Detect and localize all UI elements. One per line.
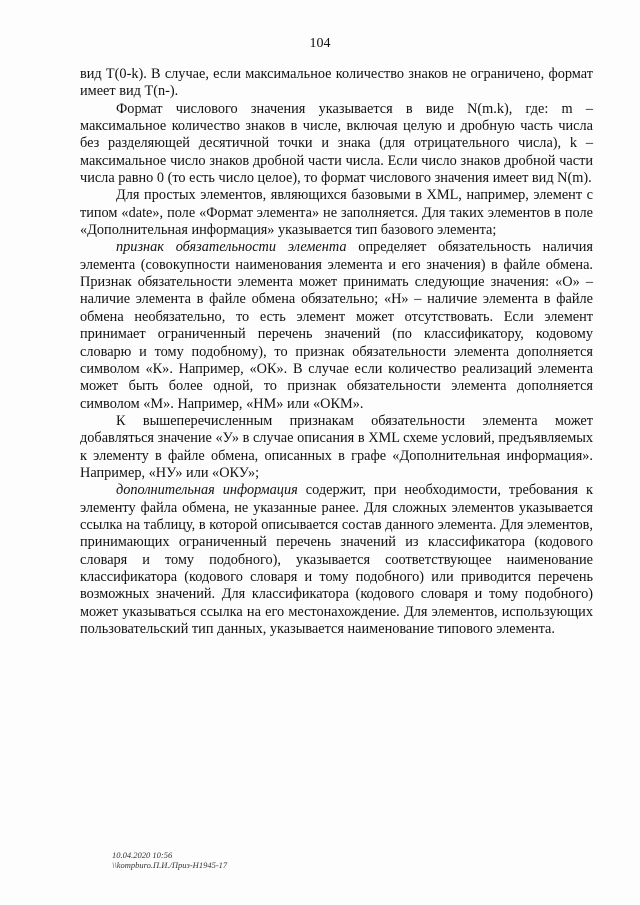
- paragraph-mandatory-flag-text: определяет обязательность наличия элемента (совокупности наименования элемента и его значения) в файле обмена. Признак обязательности элемента может принимать следующие значения: «О» – наличие элемента в файле обмена обязательно; «Н» – наличие элемента в файле обмена необязательно, то есть элемент может отсутствовать. Если элемент принимает ограниченный перечень значений (по классификатору, кодовому словарю и тому подобному), то признак обязательности элемента дополняется символом «К». Например, «ОК». В случае если количество реализаций элемента может быть более одной, то признак обязательности элемента дополняется символом «М». Например, «НМ» или «ОКМ».: [80, 239, 593, 412]
- paragraph-additional-info: [80, 482, 593, 638]
- paragraph-additional-info-text: содержит, при необходимости, требования к элементу файла обмена, не указанные ранее. Для сложных элементов указывается ссылка на таблицу, в которой описывается состав данного элемента. Для элементов, принимающих ограниченный перечень значений из классификатора (кодового словаря и тому подобного), указывается соответствующее наименование классификатора (кодового словаря и тому подобного) или приводится перечень возможных значений. Для классификатора (кодового словаря и тому подобного) может указываться ссылка на его местонахождение. Для элементов, использующих пользовательский тип данных, указывается наименование типового элемента.: [80, 482, 593, 637]
- print-timestamp: 10.04.2020 10:56: [112, 850, 173, 860]
- document-body: [80, 66, 593, 638]
- paragraph-simple-elements: Для простых элементов, являющихся базовыми в XML, например, элемент с типом «date», поле «Формат элемента» не заполняется. Для таких элементов в поле «Дополнительная информация» указывается тип базового элемента;: [80, 187, 593, 239]
- term-additional-info: дополнительная информация: [116, 482, 298, 499]
- paragraph-text-format-continuation: вид T(0-k). В случае, если максимальное количество знаков не ограничено, формат имеет вид T(n-).: [80, 66, 593, 100]
- print-path: \\kompburo.П.И./Приз-Н1945-17: [112, 860, 228, 870]
- page-number: 104: [309, 36, 331, 51]
- term-mandatory-flag: признак обязательности элемента: [116, 239, 347, 256]
- print-stamp: [112, 850, 227, 870]
- paragraph-numeric-format: Формат числового значения указывается в виде N(m.k), где: m – максимальное количество знаков в числе, включая целую и дробную часть числа без разделяющей десятичной точки и знака (для отрицательного числа), k – максимальное число знаков дробной части числа. Если число знаков дробной части числа равно 0 (то есть число целое), то формат числового значения имеет вид N(m).: [80, 100, 593, 187]
- paragraph-mandatory-flag: [80, 239, 593, 412]
- paragraph-condition-flag: К вышеперечисленным признакам обязательности элемента может добавляться значение «У» в случае описания в XML схеме условий, предъявляемых к элементу в файле обмена, описанных в графе «Дополнительная информация». Например, «НУ» или «ОКУ»;: [80, 412, 593, 481]
